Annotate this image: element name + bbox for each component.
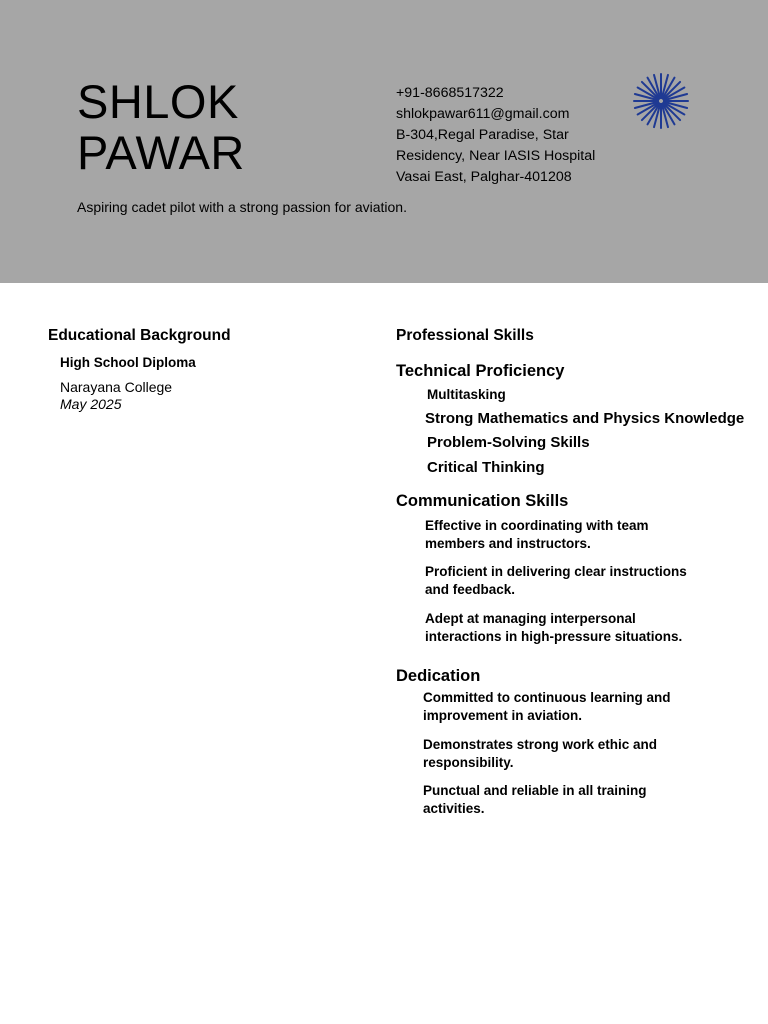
communication-item: Proficient in delivering clear instructions and feedback. [425,564,687,597]
resume-header [0,0,768,283]
address-line-1: B-304,Regal Paradise, Star [396,127,569,143]
education-date: May 2025 [60,396,122,412]
communication-skills-title: Communication Skills [396,492,569,510]
name-last: PAWAR [77,126,245,179]
dedication-item: Demonstrates strong work ethic and responsibility. [423,737,658,770]
phone-number: +91-8668517322 [396,85,504,101]
skill-item: Critical Thinking [427,459,545,476]
dedication-item: Committed to continuous learning and improvement in aviation. [423,690,671,723]
dedication-title: Dedication [396,667,481,685]
name-first: SHLOK [77,75,239,128]
skill-item: Strong Mathematics and Physics Knowledge [425,410,745,427]
starburst-icon [632,72,690,130]
education-section-title: Educational Background [48,327,231,344]
communication-item: Effective in coordinating with team members and instructors. [425,518,649,551]
email-address: shlokpawar611@gmail.com [396,106,570,122]
skills-section-title: Professional Skills [396,327,534,344]
contact-block [396,83,626,188]
education-degree: High School Diploma [60,355,196,370]
address-line-3: Vasai East, Palghar-401208 [396,169,572,185]
education-institution: Narayana College [60,379,173,395]
tagline: Aspiring cadet pilot with a strong passion for aviation. [77,199,407,215]
technical-proficiency-title: Technical Proficiency [396,362,565,380]
communication-item: Adept at managing interpersonal interactions in high-pressure situations. [425,611,683,644]
candidate-name [77,76,245,178]
address-line-2: Residency, Near IASIS Hospital [396,148,596,164]
dedication-item: Punctual and reliable in all training activities. [423,783,647,816]
skill-item: Multitasking [427,387,506,402]
skill-item: Problem-Solving Skills [427,434,590,451]
